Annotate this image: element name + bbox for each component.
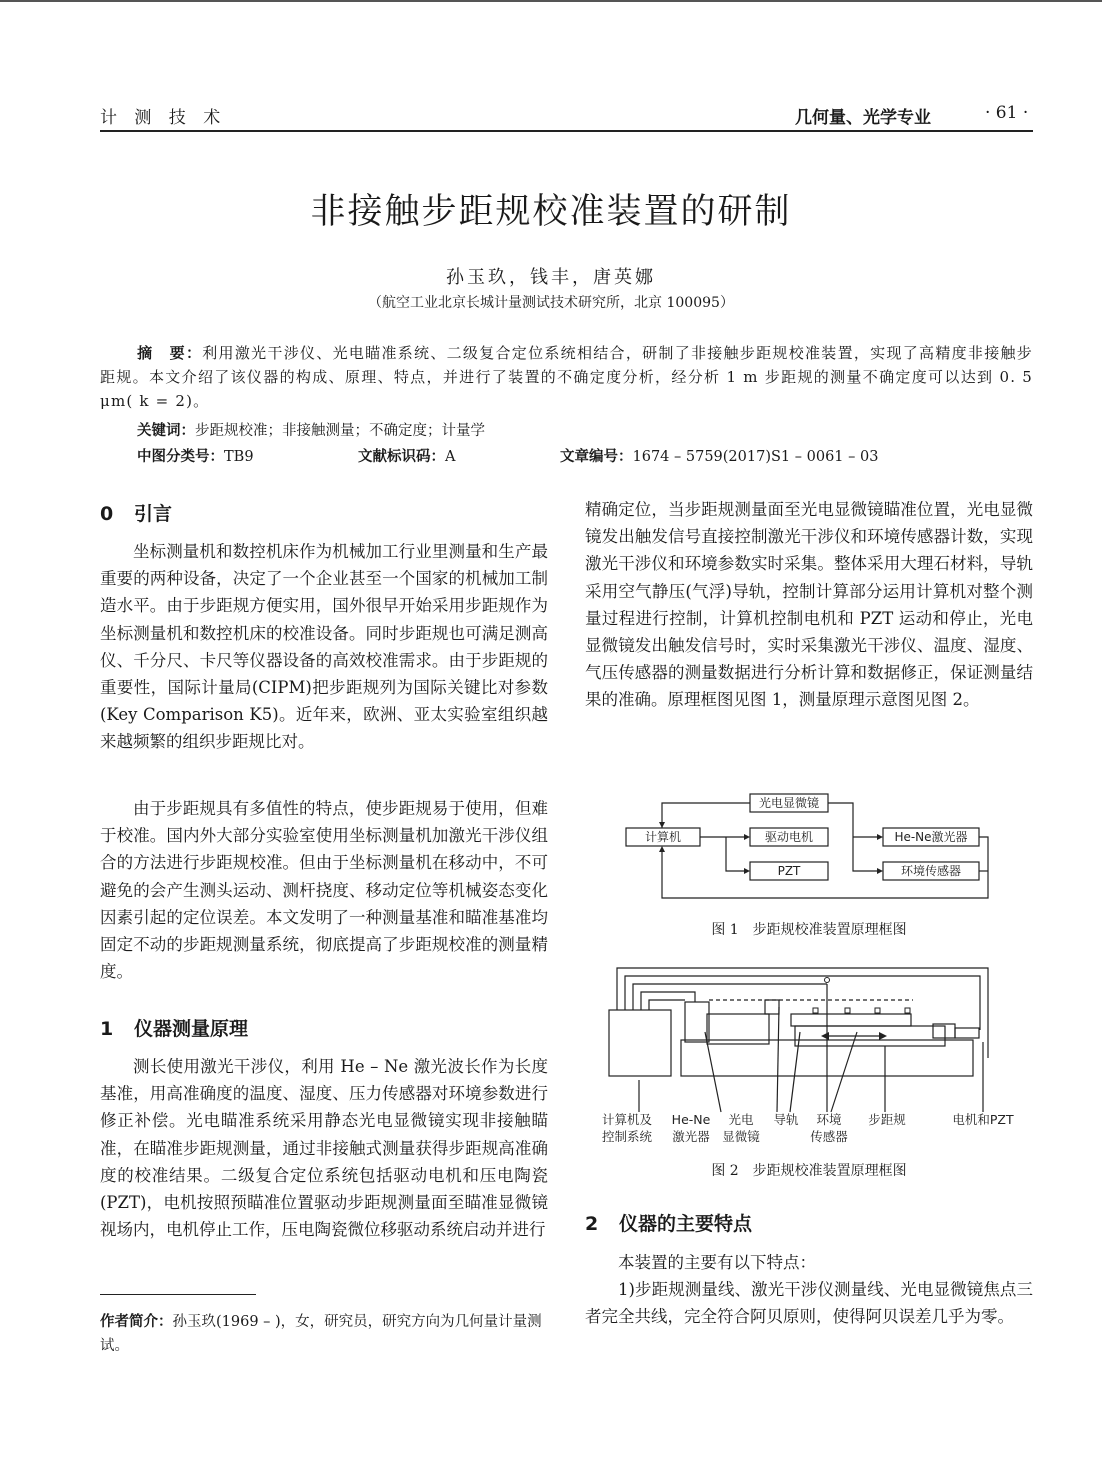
- art-label: 文章编号：: [560, 449, 633, 465]
- clc-value: TB9: [224, 449, 254, 465]
- section-1-number: 1: [100, 1018, 114, 1040]
- fig1-label-microscope: 光电显微镜: [758, 796, 820, 810]
- section-1-heading: [100, 1014, 248, 1041]
- section-2-number: 2: [585, 1213, 599, 1235]
- section-0-title: 引言: [134, 503, 173, 525]
- running-header-section: 几何量、光学专业: [795, 108, 931, 128]
- footnote-label: 作者简介：: [100, 1314, 173, 1330]
- figure-2-caption: 图 2 步距规校准装置原理框图: [711, 1163, 907, 1179]
- fig2-cable-3: [633, 984, 827, 1010]
- fig2-pointer-micro: [777, 1007, 779, 1112]
- page-number: · 61 ·: [985, 103, 1029, 123]
- fig2-pzt: [955, 1028, 979, 1038]
- paper-title: 非接触步距规校准装置的研制: [310, 192, 792, 232]
- section-0-heading: [100, 499, 172, 526]
- principle-paragraph-2: 精确定位，当步距规测量面至光电显微镜瞄准位置，光电显微镜发出触发信号直接控制激光干涉仪和环境传感器计数，实现激光干涉仪和环境参数实时采集。整体采用大理石材料，导轨采用空气静压(气浮)导轨，控制计算部分运用计算机对整个测量过程进行控制，计算机控制电机和 PZT 运动和停止，光电显微镜发出触发信号时，实时采集激光干涉仪、温度、湿度、气压传感器的测量数据进行分析计算和数据修正，保证测量结果的准确。原理框图见图 1，测量原理示意图见图 2。: [585, 500, 1033, 710]
- fig2-label-computer-2: 控制系统: [601, 1129, 653, 1144]
- fig2-label-env-1: 环境: [816, 1112, 842, 1127]
- fig2-label-computer-1: 计算机及: [601, 1112, 653, 1127]
- affiliation: （航空工业北京长城计量测试技术研究所，北京 100095）: [368, 295, 734, 311]
- figure-2-schematic: [595, 962, 1025, 1147]
- figure-1-block-diagram: [600, 790, 1020, 910]
- principle-paragraph-1: 测长使用激光干涉仪，利用 He – Ne 激光波长作为长度基准，用高准确度的温度、湿度、压力传感器对环境参数进行修正补偿。光电瞄准系统采用静态光电显微镜实现非接触瞄准，在瞄准步距规测量，通过非接触式测量获得步距规高准确度的校准结果。二级复合定位系统包括驱动电机和压电陶瓷(PZT)，电机按照预瞄准位置驱动步距规测量面至瞄准显微镜视场内，电机停止工作，压电陶瓷微位移驱动系统启动并进行: [100, 1057, 548, 1240]
- header-rule: [100, 130, 1033, 132]
- top-border: [0, 0, 1102, 2]
- fig1-label-pzt: PZT: [777, 864, 801, 878]
- fig2-cable-1: [617, 968, 988, 1058]
- keywords: [137, 419, 485, 440]
- abstract: [100, 341, 1033, 413]
- section-2-title: 仪器的主要特点: [619, 1213, 753, 1235]
- fig2-label-env-2: 传感器: [810, 1129, 848, 1144]
- abstract-label: 摘 要：: [137, 344, 203, 362]
- fig1-line-computer-pzt: [726, 837, 748, 871]
- fig2-label-micro-1: 光电: [728, 1112, 754, 1127]
- section-0-number: 0: [100, 503, 114, 525]
- fig1-label-laser: He-Ne激光器: [894, 830, 968, 844]
- keywords-text: 步距规校准；非接触测量；不确定度；计量学: [195, 423, 485, 439]
- features-intro: 本装置的主要有以下特点：: [618, 1253, 816, 1272]
- figure-1-caption: 图 1 步距规校准装置原理框图: [711, 922, 907, 938]
- footnote: [100, 1310, 548, 1358]
- footnote-text: 孙玉玖(1969 – )，女，研究员，研究方向为几何量计量测试。: [100, 1314, 542, 1354]
- running-header-journal: 计 测 技 术: [100, 108, 227, 128]
- doc-value: A: [445, 449, 456, 465]
- fig2-cable-5: [649, 1000, 685, 1010]
- fig2-label-rail: 导轨: [773, 1112, 799, 1127]
- fig2-label-micro-2: 显微镜: [722, 1129, 760, 1144]
- doc-label: 文献标识码：: [358, 449, 445, 465]
- footnote-rule: [100, 1294, 256, 1295]
- feature-1: 1)步距规测量线、激光干涉仪测量线、光电显微镜焦点三者完全共线，完全符合阿贝原则，使得阿贝误差几乎为零。: [585, 1280, 1033, 1327]
- section-2-heading: [585, 1209, 752, 1236]
- fig1-label-computer: 计算机: [644, 830, 682, 844]
- section-1-title: 仪器测量原理: [134, 1018, 249, 1040]
- clc-number: [137, 445, 254, 466]
- fig2-microscope: [765, 1000, 779, 1014]
- clc-label: 中图分类号：: [137, 449, 224, 465]
- fig2-label-laser-2: 激光器: [672, 1129, 710, 1144]
- fig2-label-motor-pzt: 电机和PZT: [952, 1112, 1014, 1127]
- doc-code: [358, 445, 455, 466]
- fig2-carriage: [791, 1014, 911, 1026]
- fig2-label-laser-1: He-Ne: [671, 1112, 711, 1127]
- fig1-label-motor: 驱动电机: [764, 830, 814, 844]
- fig1-line-micro-computer: [662, 803, 750, 828]
- fig2-label-gauge: 步距规: [868, 1112, 906, 1127]
- keywords-label: 关键词：: [137, 423, 195, 439]
- intro-paragraph-1: 坐标测量机和数控机床作为机械加工行业里测量和生产最重要的两种设备，决定了一个企业甚至一个国家的机械加工制造水平。由于步距规方便实用，国外很早开始采用步距规作为坐标测量机和数控机床的校准设备。同时步距规也可满足测高仪、千分尺、卡尺等仪器设备的高效校准需求。由于步距规的重要性，国际计量局(CIPM)把步距规列为国际关键比对参数(Key Comparison K5)。近年来，欧洲、亚太实验室组织越来越频繁的组织步距规比对。: [100, 542, 548, 752]
- fig2-computer-cabinet: [609, 1010, 671, 1076]
- fig2-pointer-env-2: [831, 1032, 857, 1112]
- fig1-label-env: 环境传感器: [900, 864, 962, 878]
- intro-paragraph-2: 由于步距规具有多值性的特点，使步距规易于使用，但难于校准。国内外大部分实验室使用坐标测量机加激光干涉仪组合的方法进行步距规校准。但由于坐标测量机在移动中，不可避免的会产生测头运动、测杆挠度、移动定位等机械姿态变化因素引起的定位误差。本文发明了一种测量基准和瞄准基准均固定不动的步距规测量系统，彻底提高了步距规校准的测量精度。: [100, 799, 548, 982]
- art-value: 1674 – 5759(2017)S1 – 0061 – 03: [632, 449, 879, 465]
- abstract-text: 利用激光干涉仪、光电瞄准系统、二级复合定位系统相结合，研制了非接触步距规校准装置，实现了高精度非接触步距规。本文介绍了该仪器的构成、原理、特点，并进行了装置的不确定度分析，经分析 1 m 步距规的测量不确定度可以达到 0. 5 μm( k = 2)。: [100, 344, 1033, 410]
- authors: 孙玉玖，钱丰，唐英娜: [446, 267, 656, 288]
- article-number: [560, 445, 878, 466]
